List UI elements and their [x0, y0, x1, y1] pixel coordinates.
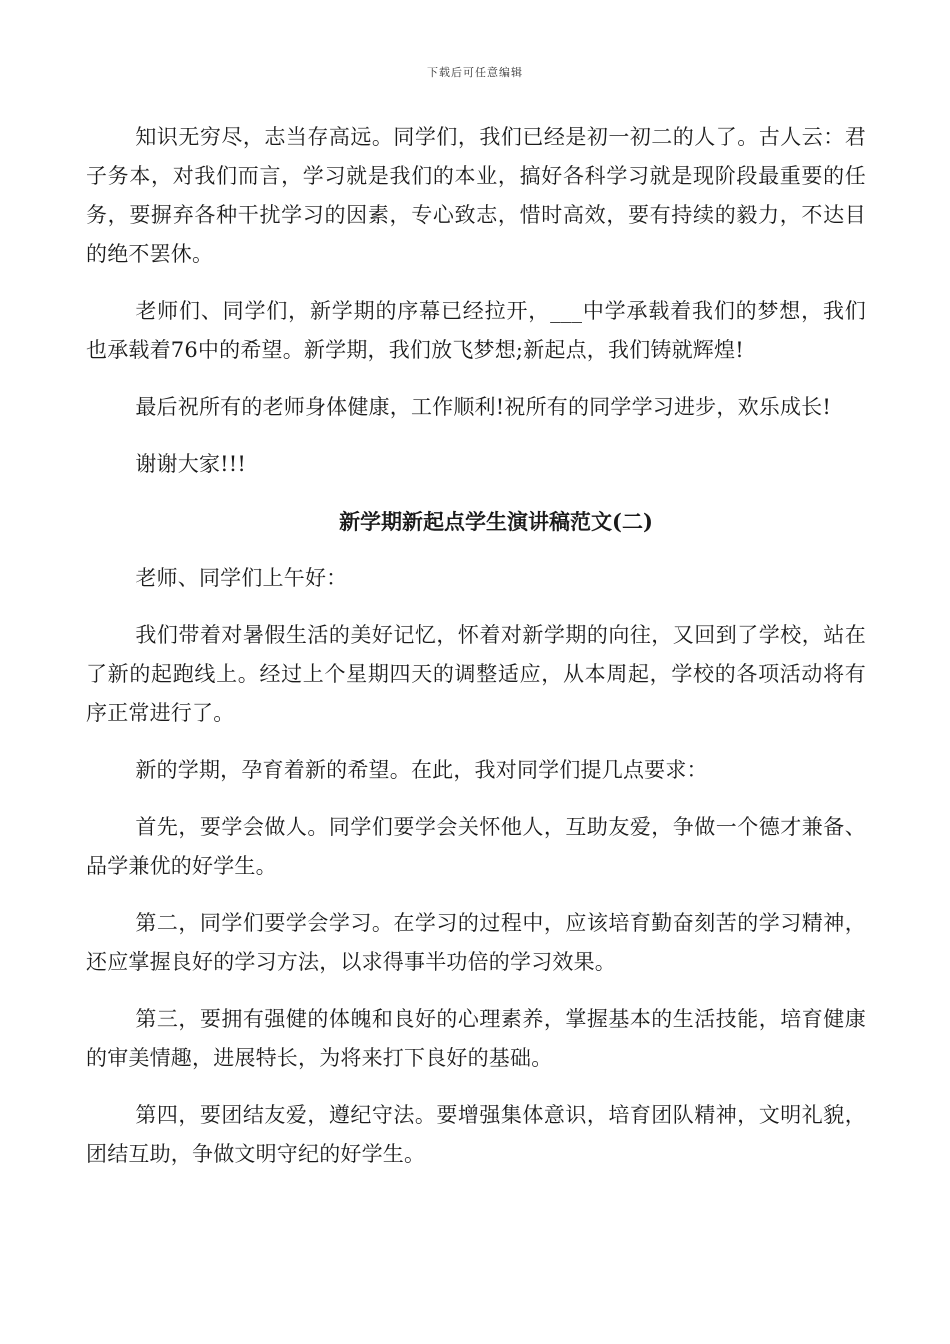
paragraph-requirements-intro: 新的学期，孕育着新的希望。在此，我对同学们提几点要求：: [135, 758, 708, 782]
document-body: [86, 118, 866, 1192]
paragraph-knowledge: 知识无穷尽，志当存高远。同学们，我们已经是初一初二的人了。古人云：君子务本，对我们而言，学习就是我们的本业，搞好各科学习就是现阶段最重要的任务，要摒弃各种干扰学习的因素，专心致志，惜时高效，要有持续的毅力，不达目的绝不罢休。: [86, 125, 866, 266]
paragraph-requirement-1: 首先，要学会做人。同学们要学会关怀他人，互助友爱，争做一个德才兼备、品学兼优的好学生。: [86, 815, 866, 878]
paragraph-new-semester: 老师们、同学们，新学期的序幕已经拉开，___中学承载着我们的梦想，我们也承载着76中的希望。新学期，我们放飞梦想;新起点，我们铸就辉煌!: [86, 299, 866, 362]
page-header-note: 下载后可任意编辑: [427, 66, 523, 79]
paragraph-greeting: 老师、同学们上午好：: [135, 566, 348, 590]
section-title: 新学期新起点学生演讲稿范文(二): [339, 509, 653, 534]
paragraph-return-school: 我们带着对暑假生活的美好记忆，怀着对新学期的向往，又回到了学校，站在了新的起跑线上。经过上个星期四天的调整适应，从本周起，学校的各项活动将有序正常进行了。: [86, 623, 866, 725]
paragraph-requirement-2: 第二，同学们要学会学习。在学习的过程中，应该培育勤奋刻苦的学习精神，还应掌握良好的学习方法，以求得事半功倍的学习效果。: [86, 911, 866, 974]
paragraph-thanks: 谢谢大家!!!: [135, 452, 247, 476]
paragraph-requirement-4: 第四，要团结友爱，遵纪守法。要增强集体意识，培育团队精神，文明礼貌，团结互助，争做文明守纪的好学生。: [86, 1103, 866, 1166]
paragraph-wishes: 最后祝所有的老师身体健康，工作顺利!祝所有的同学学习进步，欢乐成长!: [135, 395, 832, 419]
paragraph-requirement-3: 第三，要拥有强健的体魄和良好的心理素养，掌握基本的生活技能，培育健康的审美情趣，进展特长，为将来打下良好的基础。: [86, 1007, 866, 1070]
